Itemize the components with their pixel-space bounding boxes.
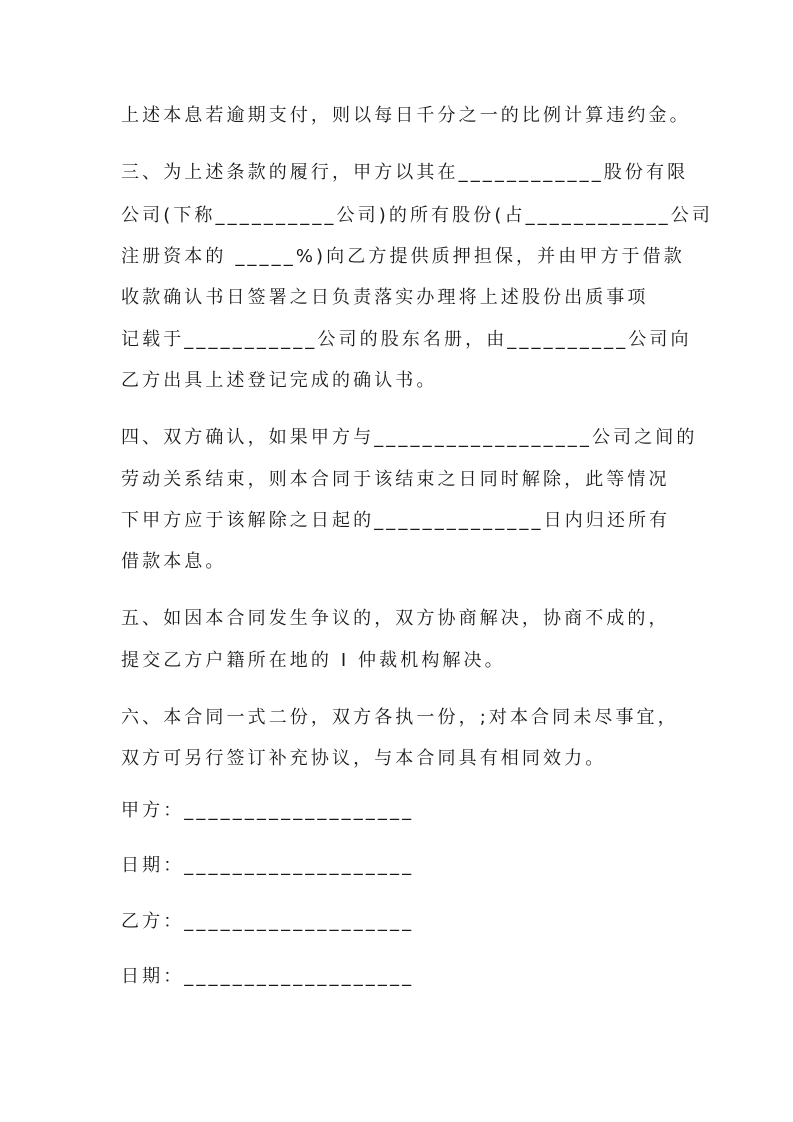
clause-6-line-2: 双方可另行签订补充协议，与本合同具有相同效力。 (121, 748, 607, 769)
clause-4-line-4: 借款本息。 (121, 551, 227, 572)
signature-date-b: 日期：___________________ (121, 966, 415, 987)
signature-party-b: 乙方：___________________ (121, 911, 415, 932)
clause-3-line-4: 收款确认书日签署之日负责落实办理将上述股份出质事项 (121, 287, 649, 308)
clause-4-line-3: 下甲方应于该解除之日起的______________日内归还所有 (121, 510, 671, 531)
clause-3-line-3: 注册资本的 _____%)向乙方提供质押担保，并由甲方于借款 (121, 246, 685, 267)
clause-5-line-2: 提交乙方户籍所在地的 I 仲裁机构解决。 (121, 650, 506, 671)
signature-date-a: 日期：___________________ (121, 855, 415, 876)
clause-3-line-6: 乙方出具上述登记完成的确认书。 (121, 370, 438, 391)
clause-5-line-1: 五、如因本合同发生争议的，双方协商解决，协商不成的， (121, 608, 670, 629)
paragraph-line: 上述本息若逾期支付，则以每日千分之一的比例计算违约金。 (121, 105, 691, 126)
clause-4-line-1: 四、双方确认，如果甲方与__________________公司之间的 (121, 427, 698, 448)
clause-3-line-1: 三、为上述条款的履行，甲方以其在____________股份有限 (121, 162, 689, 183)
clause-3-line-2: 公司(下称__________公司)的所有股份(占____________公司 (121, 205, 713, 226)
signature-party-a: 甲方：___________________ (121, 800, 415, 821)
clause-6-line-1: 六、本合同一式二份，双方各执一份，;对本合同未尽事宜， (121, 707, 679, 728)
clause-4-line-2: 劳动关系结束，则本合同于该结束之日同时解除，此等情况 (121, 469, 670, 490)
clause-3-line-5: 记载于___________公司的股东名册，由__________公司向 (121, 329, 692, 350)
